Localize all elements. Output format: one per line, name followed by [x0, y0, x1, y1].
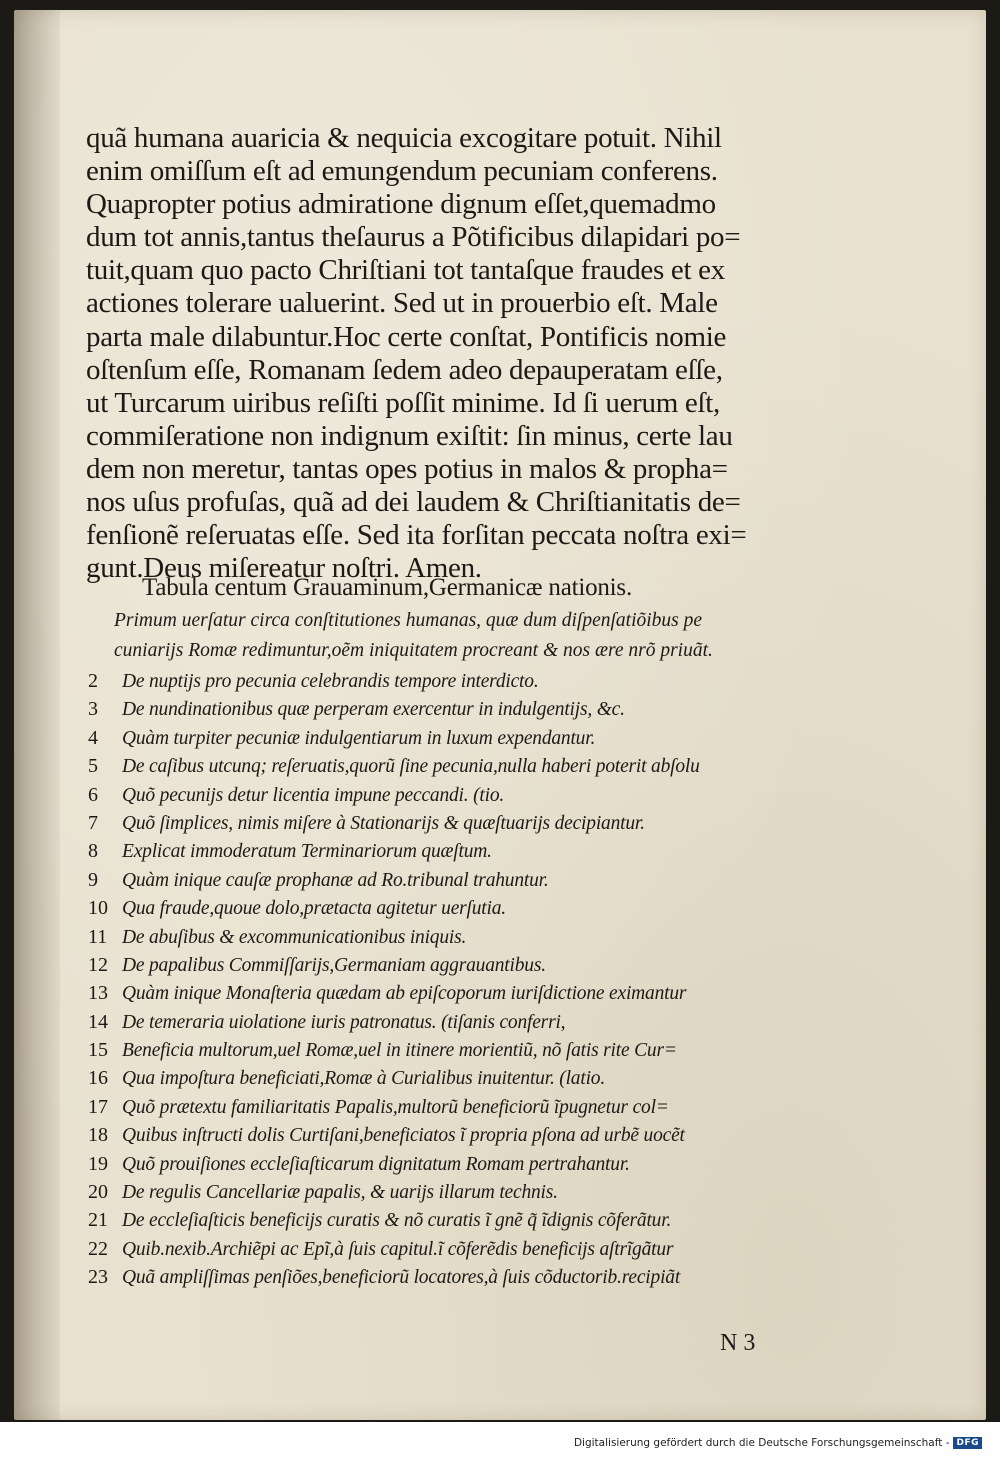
- grievance-item: [88, 670, 700, 698]
- book-page: [14, 10, 986, 1420]
- footer-text: Digitalisierung gefördert durch die Deutsche Forschungsgemeinschaft -: [573, 1437, 950, 1449]
- grievance-item: [88, 954, 700, 982]
- grievance-number: 22: [88, 1237, 108, 1260]
- grievance-number: 15: [88, 1039, 108, 1062]
- grievance-number: 3: [88, 698, 98, 721]
- grievance-text: Quàm inique Monaſteria quædam ab epiſcoporum iuriſdictione eximantur: [122, 983, 687, 1005]
- grievance-number: 13: [88, 982, 108, 1005]
- grievance-text: De nundinationibus quæ perperam exercentur in indulgentijs, &c.: [122, 699, 625, 721]
- grievance-text: Beneficia multorum,uel Romæ,uel in itinere morientiũ, nõ ſatis rite Cur=: [122, 1040, 677, 1062]
- grievance-item: [88, 1181, 700, 1209]
- grievance-item: [88, 1011, 700, 1039]
- grievance-item: [88, 840, 700, 868]
- paragraph-line: nos uſus profuſas, quã ad dei laudem & Chriſtianitatis de=: [86, 486, 741, 519]
- paragraph-line: oſtenſum eſſe, Romanam ſedem adeo depauperatam eſſe,: [86, 353, 723, 386]
- grievance-item: [88, 727, 700, 755]
- paragraph-line: fenſionẽ reſeruatas eſſe. Sed ita forſitan peccata noſtra exi=: [86, 519, 747, 552]
- signature-mark: N 3: [720, 1330, 756, 1356]
- grievance-item: [88, 897, 700, 925]
- paragraph-line: gunt.Deus miſereatur noſtri. Amen.: [86, 552, 482, 585]
- intro-line: cuniarijs Romæ redimuntur,oẽm iniquitatem procreant & nos ære nrõ priuãt.: [114, 640, 713, 661]
- grievance-text: Quibus inſtructi dolis Curtiſani,beneficiatos ĩ propria pſona ad urbẽ uocẽt: [122, 1125, 685, 1147]
- paragraph-line: Quapropter potius admiratione dignum eſſet,quemadmo: [86, 188, 716, 221]
- grievance-item: [88, 1096, 700, 1124]
- grievance-text: Quã ampliſſimas penſiões,beneficiorũ locatores,à ſuis cõductorib.recipiãt: [122, 1267, 681, 1289]
- grievance-item: [88, 1039, 700, 1067]
- grievance-text: De nuptijs pro pecunia celebrandis tempore interdicto.: [122, 671, 539, 692]
- grievance-item: [88, 1153, 700, 1181]
- paragraph-line: quã humana auaricia & nequicia excogitare potuit. Nihil: [86, 122, 722, 154]
- grievance-text: De caſibus utcunq; reſeruatis,quorũ ſine pecunia,nulla haberi poterit abſolu: [122, 756, 700, 778]
- grievance-item: [88, 1238, 700, 1266]
- grievance-number: 12: [88, 953, 108, 976]
- grievance-text: De papalibus Commiſſarijs,Germaniam aggrauantibus.: [122, 954, 546, 976]
- grievance-text: De eccleſiaſticis beneficijs curatis & nõ curatis ĩ gnẽ q̃ ĩdignis cõferãtur.: [122, 1210, 672, 1232]
- paragraph-line: parta male dilabuntur.Hoc certe conſtat, Pontificis nomie: [86, 320, 727, 353]
- grievance-number: 11: [88, 925, 108, 948]
- grievance-item: [88, 1266, 700, 1294]
- grievance-number: 17: [88, 1095, 108, 1118]
- grievance-number: 9: [88, 868, 98, 891]
- paragraph-line: enim omiſſum eſt ad emungendum pecuniam conferens.: [86, 155, 718, 188]
- grievance-item: [88, 869, 700, 897]
- grievance-item: [88, 784, 700, 812]
- grievance-number: 2: [88, 670, 98, 692]
- grievance-item: [88, 1209, 700, 1237]
- paragraph-line: commiſeratione non indignum exiſtit: ſin minus, certe lau: [86, 419, 733, 452]
- dfg-logo: DFG: [953, 1437, 982, 1449]
- grievance-number: 19: [88, 1152, 108, 1175]
- page-binding-shadow: [14, 10, 60, 1420]
- grievance-text: Quib.nexib.Archiẽpi ac Epĩ,à ſuis capitul.ĩ cõferẽdis beneficijs aſtrĩgãtur: [122, 1238, 674, 1260]
- paragraph-line: ut Turcarum uiribus reſiſti poſſit minime. Id ſi uerum eſt,: [86, 386, 720, 419]
- grievance-item: [88, 926, 700, 954]
- grievance-number: 5: [88, 755, 98, 778]
- paragraph-line: dem non meretur, tantas opes potius in malos & propha=: [86, 452, 728, 485]
- intro-line: Primum uerſatur circa conſtitutiones humanas, quæ dum diſpenſatiõibus pe: [114, 610, 703, 631]
- grievance-number: 7: [88, 811, 98, 834]
- grievance-number: 8: [88, 840, 98, 863]
- grievance-item: [88, 1067, 700, 1095]
- paragraph-line: tuit,quam quo pacto Chriſtiani tot tantaſque fraudes et ex: [86, 254, 725, 287]
- body-paragraph: [86, 122, 806, 585]
- grievance-number: 20: [88, 1181, 108, 1204]
- grievance-text: Qua impoſtura beneficiati,Romæ à Curialibus inuitentur. (latio.: [122, 1068, 606, 1090]
- grievance-number: 6: [88, 783, 98, 806]
- grievance-text: De regulis Cancellariæ papalis, & uarijs illarum technis.: [122, 1182, 558, 1204]
- grievance-number: 18: [88, 1124, 108, 1147]
- grievance-text: Quõ prætextu familiaritatis Papalis,multorũ beneficiorũ ĩpugnetur col=: [122, 1096, 669, 1118]
- grievance-item: [88, 698, 700, 726]
- grievance-number: 16: [88, 1067, 108, 1090]
- grievance-text: Qua fraude,quoue dolo,prætacta agitetur uerſutia.: [122, 898, 506, 920]
- grievance-item: [88, 982, 700, 1010]
- paragraph-line: actiones tolerare ualuerint. Sed ut in prouerbio eſt. Male: [86, 287, 718, 320]
- grievance-list: [88, 670, 700, 1295]
- grievance-text: Quàm inique cauſæ prophanæ ad Ro.tribunal trahuntur.: [122, 869, 549, 891]
- grievance-text: De abuſibus & excommunicationibus iniquis.: [122, 926, 467, 948]
- grievance-number: 10: [88, 897, 108, 920]
- grievance-text: Explicat immoderatum Terminariorum quæſtum.: [122, 841, 492, 863]
- grievance-number: 23: [88, 1266, 108, 1289]
- grievance-text: Quàm turpiter pecuniæ indulgentiarum in luxum expendantur.: [122, 727, 596, 749]
- grievance-item: [88, 755, 700, 783]
- grievance-number: 4: [88, 726, 98, 749]
- table-title: Tabula centum Grauaminum,Germanicæ nationis.: [142, 574, 633, 601]
- grievance-text: Quõ prouiſiones eccleſiaſticarum dignitatum Romam pertrahantur.: [122, 1153, 630, 1175]
- grievance-number: 14: [88, 1010, 108, 1033]
- digitization-footer: [574, 1437, 982, 1449]
- table-intro: [114, 606, 713, 666]
- grievance-item: [88, 1124, 700, 1152]
- grievance-text: Quõ ſimplices, nimis miſere à Stationarijs & quæſtuarijs decipiantur.: [122, 812, 645, 834]
- grievance-text: De temeraria uiolatione iuris patronatus. (tiſanis conferri,: [122, 1011, 566, 1033]
- paragraph-line: dum tot annis,tantus theſaurus a Põtificibus dilapidari po=: [86, 221, 741, 254]
- grievance-item: [88, 812, 700, 840]
- grievance-text: Quõ pecunijs detur licentia impune peccandi. (tio.: [122, 784, 505, 806]
- grievance-number: 21: [88, 1209, 108, 1232]
